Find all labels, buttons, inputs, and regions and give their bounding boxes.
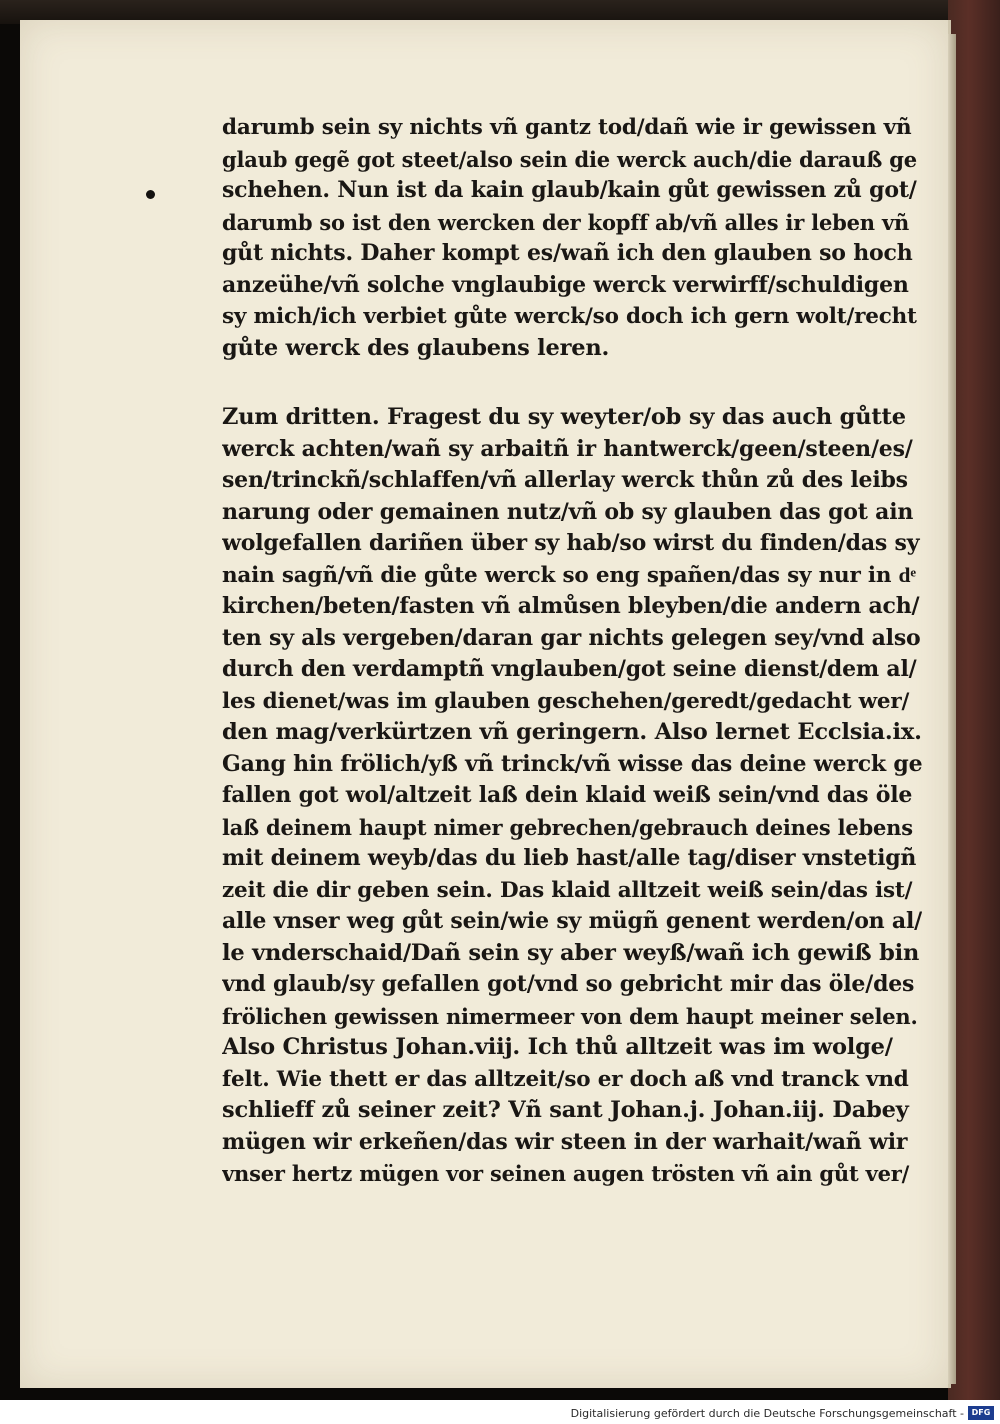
text-line: glaub gegẽ got steet/also sein die werck auch/die darauß ge	[222, 146, 917, 172]
text-line: anzeühe/vñ solche vnglaubige werck verwirff/schuldigen	[222, 271, 909, 298]
text-line: Also Christus Johan.viij. Ich thů alltzeit was im wolge/	[222, 1034, 893, 1060]
text-line: Gang hin frölich/yß vñ trinck/vñ wisse das deine werck ge	[222, 750, 922, 777]
text-line: schlieff zů seiner zeit? Vñ sant Johan.j. Johan.iij. Dabey	[222, 1097, 909, 1123]
text-line: darumb so ist den wercken der kopff ab/vñ alles ir leben vñ	[222, 209, 910, 235]
paragraph-2	[222, 402, 922, 1190]
text-line: gůte werck des glaubens leren.	[222, 334, 610, 361]
text-line: ten sy als vergeben/daran gar nichts gelegen sey/vnd also	[222, 624, 921, 651]
text-line: sy mich/ich verbiet gůte werck/so doch ich gern wolt/recht	[222, 304, 917, 329]
text-line: le vnderschaid/Dañ sein sy aber weyß/wañ ich gewiß bin	[222, 939, 920, 966]
text-line: mügen wir erkeñen/das wir steen in der warhait/wañ wir	[222, 1128, 908, 1155]
margin-mark	[146, 190, 155, 199]
page-text	[222, 112, 922, 1190]
text-line: werck achten/wañ sy arbaitñ ir hantwerck/geen/steen/es/	[222, 435, 913, 462]
text-line: kirchen/beten/fasten vñ almůsen bleyben/die andern ach/	[222, 593, 920, 619]
paragraph-1	[222, 112, 922, 364]
text-line: darumb sein sy nichts vñ gantz tod/dañ wie ir gewissen vñ	[222, 115, 912, 140]
text-line: gůt nichts. Daher kompt es/wañ ich den glauben so hoch	[222, 240, 913, 266]
paragraph-gap	[222, 364, 922, 402]
text-line: vnser hertz mügen vor seinen augen trösten vñ ain gůt ver/	[222, 1161, 910, 1186]
text-line: felt. Wie thett er das alltzeit/so er doch aß vnd tranck vnd	[222, 1066, 909, 1092]
text-line: sen/trinckñ/schlaffen/vñ allerlay werck thůn zů des leibs	[222, 467, 908, 493]
text-line: les dienet/was im glauben geschehen/geredt/gedacht wer/	[222, 688, 910, 714]
text-line: frölichen gewissen nimermeer von dem haupt meiner selen.	[222, 1003, 918, 1029]
text-line: narung oder gemainen nutz/vñ ob sy glauben das got ain	[222, 498, 914, 525]
text-line: zeit die dir geben sein. Das klaid alltzeit weiß sein/das ist/	[222, 877, 913, 903]
text-line: durch den verdamptñ vnglauben/got seine dienst/dem al/	[222, 656, 917, 682]
text-line: fallen got wol/altzeit laß dein klaid weiß sein/vnd das öle	[222, 782, 913, 808]
text-line: schehen. Nun ist da kain glaub/kain gůt gewissen zů got/	[222, 177, 917, 203]
text-line: alle vnser weg gůt sein/wie sy mügñ genent werden/on al/	[222, 908, 922, 934]
text-line: vnd glaub/sy gefallen got/vnd so gebricht mir das öle/des	[222, 971, 915, 997]
dfg-logo: DFG	[968, 1406, 994, 1420]
text-line: laß deinem haupt nimer gebrechen/gebrauch deines lebens	[222, 814, 913, 840]
digitization-footer	[0, 1400, 1000, 1424]
text-line: nain sagñ/vñ die gůte werck so eng spañen/das sy nur in dͤ	[222, 562, 916, 588]
page-edge	[948, 34, 956, 1384]
text-line: den mag/verkürtzen vñ geringern. Also lernet Ecclsia.ix.	[222, 719, 922, 745]
text-line: Zum dritten. Fragest du sy weyter/ob sy das auch gůtte	[222, 404, 906, 430]
footer-credit: Digitalisierung gefördert durch die Deutsche Forschungsgemeinschaft -	[570, 1407, 964, 1420]
text-line: mit deinem weyb/das du lieb hast/alle tag/diser vnstetigñ	[222, 845, 917, 871]
text-line: wolgefallen dariñen über sy hab/so wirst du finden/das sy	[222, 530, 920, 556]
